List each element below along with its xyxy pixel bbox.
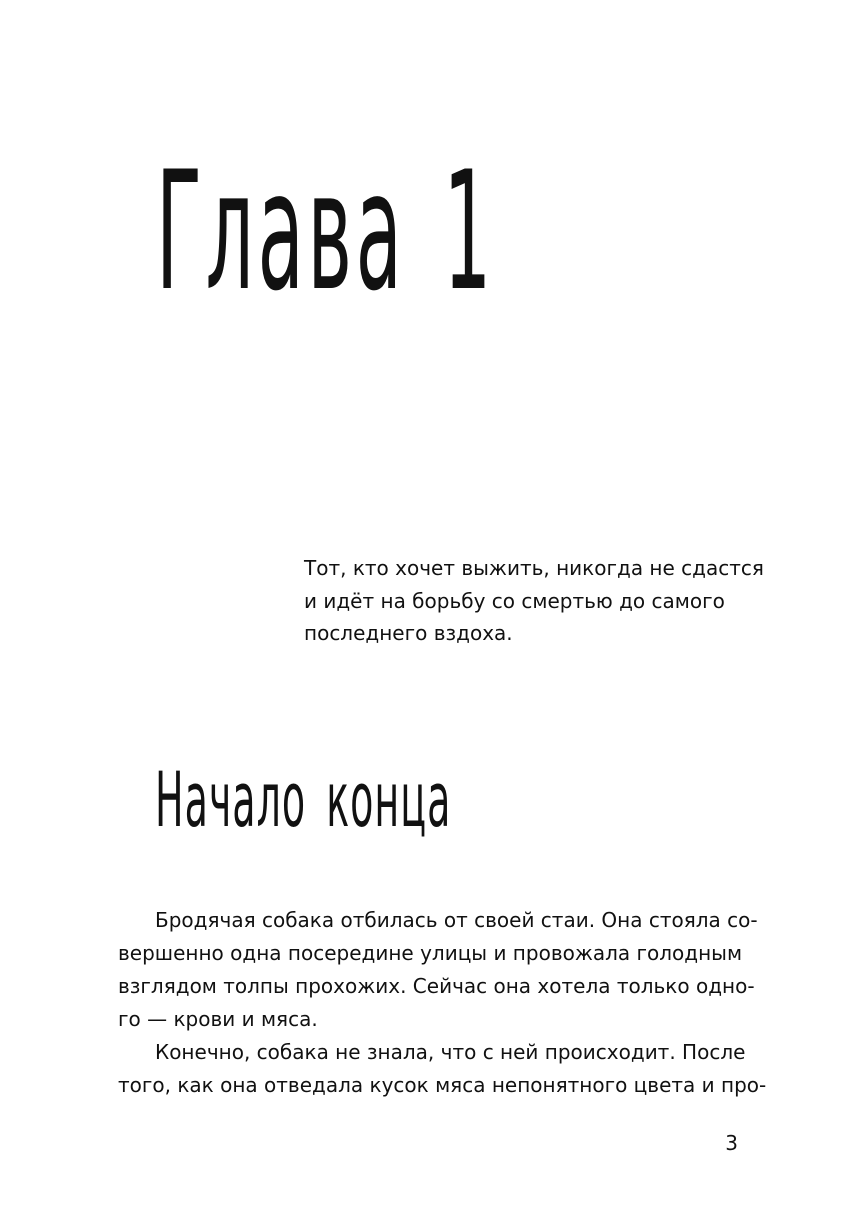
epigraph-line: последнего вздоха. [304,621,513,645]
text-line: го — крови и мяса. [118,1007,318,1031]
text-line: вершенно одна посередине улицы и провожала голодным [118,941,743,965]
paragraph [118,904,758,1036]
page-number: 3 [725,1131,738,1155]
epigraph-line: Тот, кто хочет выжить, никогда не сдастся [304,556,764,580]
text-line: Бродячая собака отбилась от своей стаи. Она стояла со- [155,908,758,932]
body-text [118,904,767,1102]
epigraph-line: и идёт на борьбу со смертью до самого [304,588,725,613]
text-line: взглядом толпы прохожих. Сейчас она хотела только одно- [118,974,755,998]
paragraph [118,1036,767,1102]
chapter-title: Глава 1 [156,136,496,327]
text-line: Конечно, собака не знала, что с ней происходит. После [155,1040,746,1064]
epigraph [304,552,764,650]
section-title: Начало конца [155,755,452,844]
text-line: того, как она отведала кусок мяса непонятного цвета и про- [118,1073,767,1097]
